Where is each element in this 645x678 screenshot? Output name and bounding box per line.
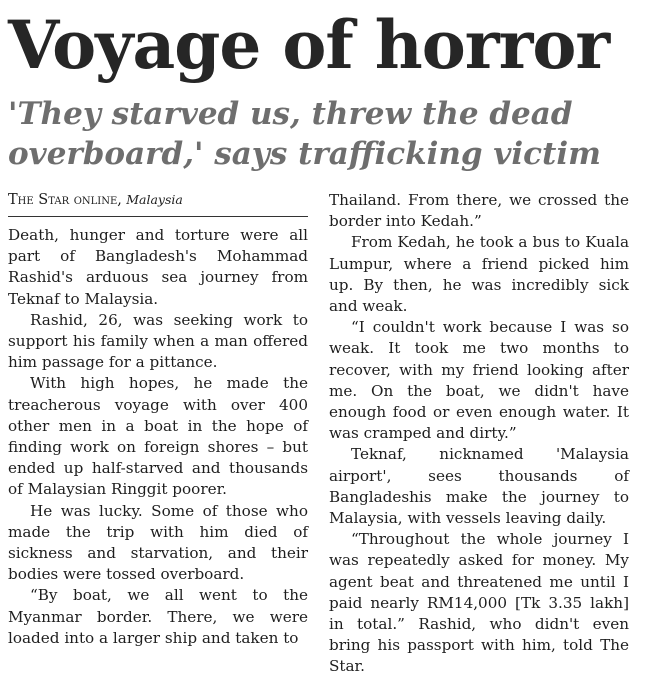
paragraph: “I couldn't work because I was so weak. It took me two months to recover, with my friend looking after me. On the boat, we didn't have enough food or even enough water. It was cramped and dirty.” xyxy=(329,318,629,443)
paragraph: “By boat, we all went to the Myanmar border. There, we were loaded into a larger ship and taken to xyxy=(8,586,308,647)
paragraph: With high hopes, he made the treacherous voyage with over 400 other men in a boat in the hope of finding work on foreign shores – but ended up half-starved and thousands of Malaysian Ringgit poorer. xyxy=(8,374,308,499)
headline: Voyage of horror xyxy=(8,6,610,84)
subheadline: 'They starved us, threw the dead overboard,' says trafficking victim xyxy=(8,96,601,172)
paragraph: Thailand. From there, we crossed the border into Kedah.” xyxy=(329,191,629,231)
source-location: Malaysia xyxy=(126,192,183,207)
article-column-left xyxy=(8,190,308,651)
paragraph: He was lucky. Some of those who made the trip with him died of sickness and starvation, and their bodies were tossed overboard. xyxy=(8,501,308,584)
paragraph: Death, hunger and torture were all part of Bangladesh's Mohammad Rashid's arduous sea journey from Teknaf to Malaysia. xyxy=(8,226,308,308)
paragraph: Teknaf, nicknamed 'Malaysia airport', sees thousands of Bangladeshis make the journey to Malaysia, with vessels leaving daily. xyxy=(329,445,629,528)
source-credit xyxy=(8,190,308,217)
source-name: The Star online, xyxy=(8,192,122,208)
article-column-right xyxy=(329,190,629,676)
paragraph: “Throughout the whole journey I was repeatedly asked for money. My agent beat and threatened me until I paid nearly RM14,000 [Tk 3.35 lakh] in total.” Rashid, who didn't even bring his passport with him, told The Star. xyxy=(329,530,629,676)
paragraph: Rashid, 26, was seeking work to support his family when a man offered him passage for a pittance. xyxy=(8,310,308,372)
paragraph: From Kedah, he took a bus to Kuala Lumpur, where a friend picked him up. By then, he was incredibly sick and weak. xyxy=(329,233,629,316)
